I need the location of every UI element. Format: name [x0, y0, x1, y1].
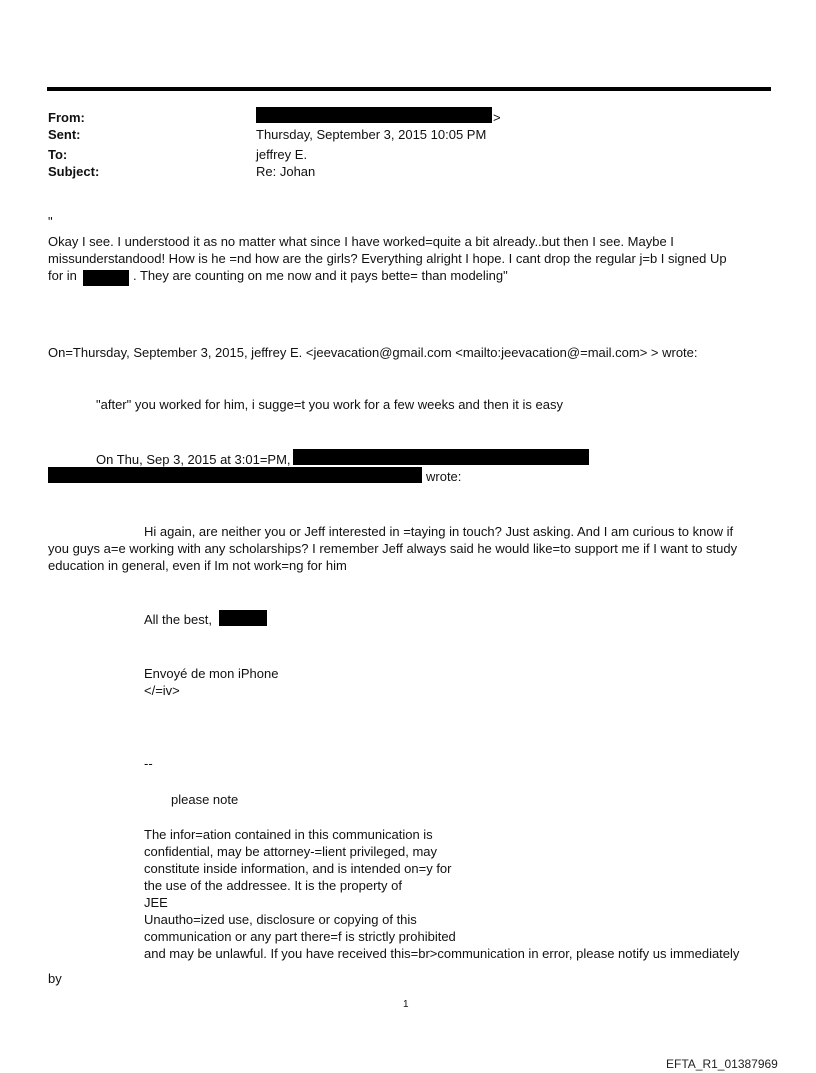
quoted-reply: "after" you worked for him, i sugge=t you work for a few weeks and then it is easy — [96, 397, 563, 412]
from-suffix: > — [493, 110, 501, 125]
disclaimer-line: and may be unlawful. If you have received this=br>communication in error, please notify us immediately — [144, 946, 740, 961]
subject-value: Re: Johan — [256, 164, 316, 179]
disclaimer-line: constitute inside information, and is intended on=y for — [144, 861, 452, 876]
redaction-bar — [219, 610, 267, 626]
disclaimer-line: by — [48, 971, 62, 986]
markup-remnant: </=iv> — [144, 683, 180, 698]
quoted-header: On Thu, Sep 3, 2015 at 3:01=PM, — [96, 452, 291, 467]
document-id: EFTA_R1_01387969 — [666, 1057, 778, 1071]
disclaimer-line: JEE — [144, 895, 168, 910]
to-label: To: — [48, 147, 68, 162]
redaction-bar — [256, 107, 492, 123]
signature-separator: -- — [144, 756, 153, 771]
message-line: you guys a=e working with any scholarships? I remember Jeff always said he would like=to support me if I want to study — [48, 541, 738, 556]
page-number: 1 — [403, 999, 409, 1010]
disclaimer-line: confidential, may be attorney-=lient privileged, may — [144, 844, 438, 859]
sign-off: All the best, — [144, 612, 212, 627]
header-rule — [47, 87, 771, 91]
redaction-bar — [48, 467, 422, 483]
disclaimer-line: communication or any part there=f is strictly prohibited — [144, 929, 456, 944]
reply-line: Okay I see. I understood it as no matter what since I have worked=quite a bit already..but then I see. Maybe I — [48, 234, 674, 249]
subject-label: Subject: — [48, 164, 100, 179]
disclaimer-heading: please note — [171, 792, 239, 807]
disclaimer-line: the use of the addressee. It is the property of — [144, 878, 402, 893]
quoted-wrote: wrote: — [426, 469, 462, 484]
disclaimer-line: Unautho=ized use, disclosure or copying of this — [144, 912, 417, 927]
message-line: Hi again, are neither you or Jeff interested in =taying in touch? Just asking. And I am curious to know if — [144, 524, 734, 539]
sent-label: Sent: — [48, 127, 81, 142]
sent-value: Thursday, September 3, 2015 10:05 PM — [256, 127, 487, 142]
message-line: education in general, even if Im not work=ng for him — [48, 558, 347, 573]
reply-line: missunderstandood! How is he =nd how are the girls? Everything alright I hope. I cant drop the regular j=b I signed Up — [48, 251, 727, 266]
from-label: From: — [48, 110, 85, 125]
reply-line: for in — [48, 268, 77, 283]
redaction-bar — [293, 449, 589, 465]
disclaimer-line: The infor=ation contained in this communication is — [144, 827, 433, 842]
reply-line: . They are counting on me now and it pays bette= than modeling" — [133, 268, 508, 283]
to-value: jeffrey E. — [256, 147, 308, 162]
mobile-signature: Envoyé de mon iPhone — [144, 666, 279, 681]
redaction-bar — [83, 270, 129, 286]
quoted-header: On=Thursday, September 3, 2015, jeffrey E. <jeevacation@gmail.com <mailto:jeevacation@=mail.com> > wrote: — [48, 345, 698, 360]
quote-mark: " — [48, 214, 53, 229]
